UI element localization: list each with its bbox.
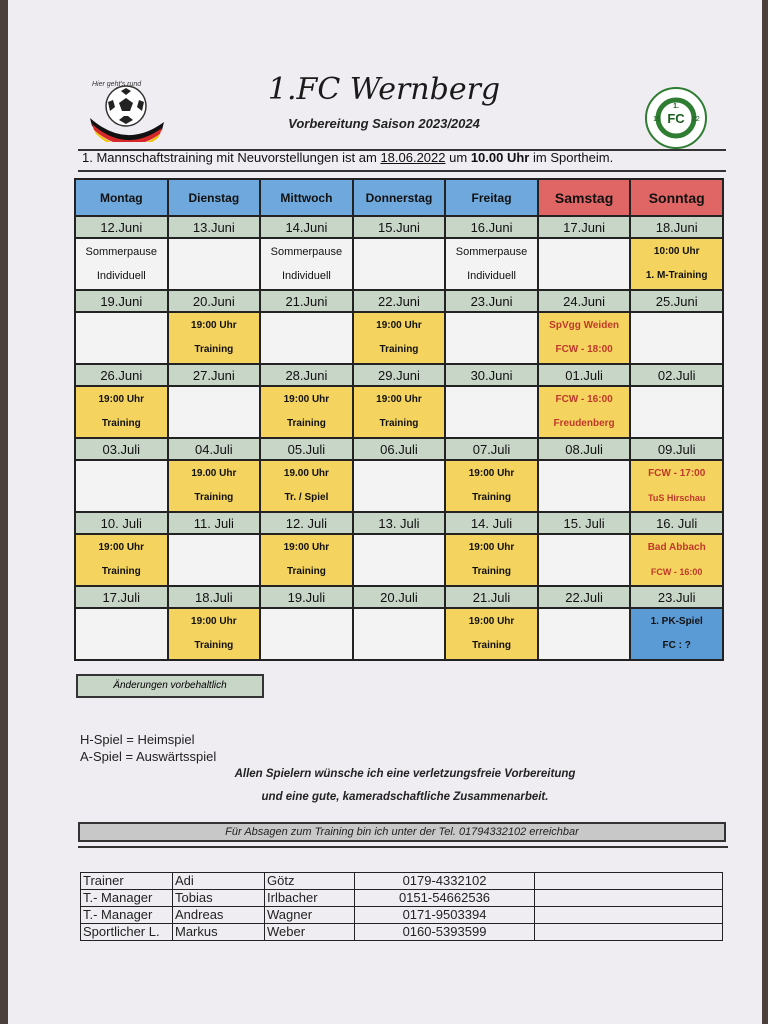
date-cell: 05.Juli [260,438,353,460]
event-line-1: Bad Abbach [647,542,706,553]
event-row [75,608,723,660]
day-header: Mittwoch [260,179,353,216]
event-cell [538,312,631,364]
date-cell: 12. Juli [260,512,353,534]
event-cell [353,238,446,290]
event-line-1: 19:00 Uhr [468,468,515,479]
date-cell: 03.Juli [75,438,168,460]
date-cell: 12.Juni [75,216,168,238]
event-cell [538,460,631,512]
event-cell [630,386,723,438]
event-cell [353,534,446,586]
day-header: Samstag [538,179,631,216]
date-cell: 13. Juli [353,512,446,534]
event-line-2: Training [379,418,419,429]
wish-line-1: Allen Spielern wünsche ich eine verletzungsfreie Vorbereitung [234,768,576,780]
contact-phone: 0151-54662536 [355,890,535,907]
event-line-1: 19:00 Uhr [376,320,422,331]
event-cell [75,534,168,586]
page-title: 1.FC Wernberg [267,72,501,107]
date-cell: 22.Juni [353,290,446,312]
absence-contact-bar: Für Absagen zum Training bin ich unter der Tel. 01794332102 erreichbar [78,822,726,842]
event-cell [75,386,168,438]
date-cell: 17.Juli [75,586,168,608]
svg-text:1.: 1. [673,103,679,110]
announce-date: 18.06.2022 [380,150,446,165]
date-row [75,216,723,238]
event-cell [538,608,631,660]
event-cell [630,312,723,364]
contact-role: T.- Manager [81,890,173,907]
event-line-1: 1. PK-Spiel [650,616,703,627]
contact-last: Irlbacher [265,890,355,907]
event-line-1: 19.00 Uhr [283,468,329,479]
date-cell: 13.Juni [168,216,261,238]
contact-last: Wagner [265,907,355,924]
day-header: Montag [75,179,168,216]
day-header: Dienstag [168,179,261,216]
season-subtitle: Vorbereitung Saison 2023/2024 [288,116,480,131]
contact-row [81,890,723,907]
date-cell: 25.Juni [630,290,723,312]
event-line-2: FC : ? [662,640,691,651]
date-cell: 26.Juni [75,364,168,386]
event-cell [630,460,723,512]
event-line-1: 19:00 Uhr [468,542,515,553]
date-cell: 28.Juni [260,364,353,386]
event-cell [75,238,168,290]
date-cell: 11. Juli [168,512,261,534]
divider [78,846,728,848]
event-line-2: Tr. / Spiel [284,492,329,503]
event-cell [353,460,446,512]
event-line-2: Training [286,566,326,577]
contact-role: T.- Manager [81,907,173,924]
event-cell [445,608,538,660]
date-cell: 02.Juli [630,364,723,386]
event-line-2: Training [194,492,234,503]
event-cell [538,238,631,290]
event-cell [353,386,446,438]
date-cell: 17.Juni [538,216,631,238]
day-header: Freitag [445,179,538,216]
date-row [75,364,723,386]
event-cell [260,534,353,586]
event-cell [75,460,168,512]
date-cell: 20.Juli [353,586,446,608]
event-cell [260,312,353,364]
contact-blank [535,924,723,941]
contact-phone: 0179-4332102 [355,873,535,890]
divider [78,170,726,172]
date-cell: 23.Juni [445,290,538,312]
contact-first: Adi [173,873,265,890]
contact-first: Andreas [173,907,265,924]
contact-blank [535,907,723,924]
contact-last: Weber [265,924,355,941]
date-cell: 15.Juni [353,216,446,238]
event-cell [168,534,261,586]
event-line-1: Sommerpause [455,246,528,258]
date-cell: 18.Juli [168,586,261,608]
contact-row [81,907,723,924]
training-announcement [82,150,613,165]
date-cell: 16. Juli [630,512,723,534]
event-cell [168,238,261,290]
event-line-2: FCW - 16:00 [650,567,703,577]
date-cell: 06.Juli [353,438,446,460]
date-cell: 21.Juni [260,290,353,312]
event-row [75,460,723,512]
date-cell: 15. Juli [538,512,631,534]
event-line-1: 19:00 Uhr [283,394,330,405]
contact-first: Markus [173,924,265,941]
date-cell: 09.Juli [630,438,723,460]
event-line-1: 19:00 Uhr [98,542,145,553]
event-line-1: Sommerpause [85,246,158,258]
event-line-2: Training [472,492,511,503]
svg-text:Hier geht's rund: Hier geht's rund [92,81,142,88]
announce-mid: um [449,150,468,165]
date-cell: 07.Juli [445,438,538,460]
event-cell [538,386,631,438]
contact-phone: 0160-5393599 [355,924,535,941]
svg-text:22: 22 [692,116,700,123]
contacts-table [80,872,723,941]
event-cell [630,238,723,290]
event-cell [260,386,353,438]
changes-note: Änderungen vorbehaltlich [76,674,264,698]
event-line-2: Training [101,566,141,577]
date-cell: 27.Juni [168,364,261,386]
event-line-1: 19:00 Uhr [468,616,515,627]
event-line-2: Training [194,344,234,355]
event-cell [445,312,538,364]
event-line-2: Training [286,418,326,429]
event-line-1: FCW - 16:00 [555,394,613,405]
event-cell [538,534,631,586]
event-cell [260,608,353,660]
date-cell: 14. Juli [445,512,538,534]
event-cell [75,312,168,364]
event-cell [445,238,538,290]
contact-blank [535,890,723,907]
date-cell: 20.Juni [168,290,261,312]
event-cell [260,238,353,290]
event-line-1: FCW - 17:00 [648,468,706,479]
event-line-1: 19:00 Uhr [191,320,237,331]
event-row [75,386,723,438]
legend-home: H-Spiel = Heimspiel [80,732,195,747]
date-cell: 22.Juli [538,586,631,608]
date-cell: 30.Juni [445,364,538,386]
date-row [75,512,723,534]
date-cell: 10. Juli [75,512,168,534]
event-line-2: FCW - 18:00 [555,344,613,355]
event-line-1: 19:00 Uhr [98,394,145,405]
date-cell: 16.Juni [445,216,538,238]
event-line-1: 19:00 Uhr [283,542,330,553]
date-row [75,586,723,608]
contact-first: Tobias [173,890,265,907]
event-row [75,238,723,290]
date-cell: 01.Juli [538,364,631,386]
event-line-2: Training [472,640,511,651]
announce-suffix: im Sportheim. [533,150,614,165]
event-cell [353,608,446,660]
event-line-2: Training [194,640,234,651]
wish-line-2: und eine gute, kameradschaftliche Zusammenarbeit. [261,791,549,803]
date-cell: 23.Juli [630,586,723,608]
event-cell [260,460,353,512]
event-line-1: SpVgg Weiden [549,320,619,331]
day-header: Sonntag [630,179,723,216]
contact-role: Sportlicher L. [81,924,173,941]
event-cell [445,386,538,438]
event-cell [630,608,723,660]
event-line-1: 19:00 Uhr [376,394,422,405]
legend-away: A-Spiel = Auswärtsspiel [80,749,217,764]
event-line-2: Training [101,418,141,429]
announce-time: 10.00 Uhr [470,150,530,165]
training-calendar [74,178,724,661]
date-cell: 19.Juli [260,586,353,608]
date-cell: 29.Juni [353,364,446,386]
date-cell: 19.Juni [75,290,168,312]
date-cell: 14.Juni [260,216,353,238]
date-row [75,290,723,312]
event-line-1: 10:00 Uhr [653,246,700,257]
announce-prefix: 1. Mannschaftstraining mit Neuvorstellungen ist am [82,150,377,165]
event-line-2: Individuell [281,270,331,282]
date-cell: 21.Juli [445,586,538,608]
contact-row [81,873,723,890]
contact-blank [535,873,723,890]
date-cell: 24.Juni [538,290,631,312]
calendar-header-row [75,179,723,216]
contact-last: Götz [265,873,355,890]
date-row [75,438,723,460]
contact-role: Trainer [81,873,173,890]
event-cell [445,460,538,512]
event-cell [630,534,723,586]
event-line-1: 19:00 Uhr [191,616,237,627]
event-line-2: TuS Hirschau [648,493,706,503]
event-line-2: Training [472,566,511,577]
svg-text:FC: FC [667,111,685,126]
date-cell: 04.Juli [168,438,261,460]
event-line-2: Freudenberg [553,418,615,429]
event-cell [445,534,538,586]
event-cell [168,460,261,512]
svg-text:19: 19 [653,116,661,123]
event-row [75,312,723,364]
contact-phone: 0171-9503394 [355,907,535,924]
date-cell: 08.Juli [538,438,631,460]
event-line-2: 1. M-Training [645,270,708,281]
event-cell [168,386,261,438]
event-line-1: Sommerpause [270,246,343,258]
date-cell: 18.Juni [630,216,723,238]
event-cell [75,608,168,660]
event-cell [168,608,261,660]
day-header: Donnerstag [353,179,446,216]
event-line-1: 19.00 Uhr [191,468,237,479]
event-line-2: Individuell [467,270,516,282]
event-cell [168,312,261,364]
event-line-2: Training [379,344,419,355]
event-line-2: Individuell [96,270,146,282]
event-cell [353,312,446,364]
contact-row [81,924,723,941]
event-row [75,534,723,586]
